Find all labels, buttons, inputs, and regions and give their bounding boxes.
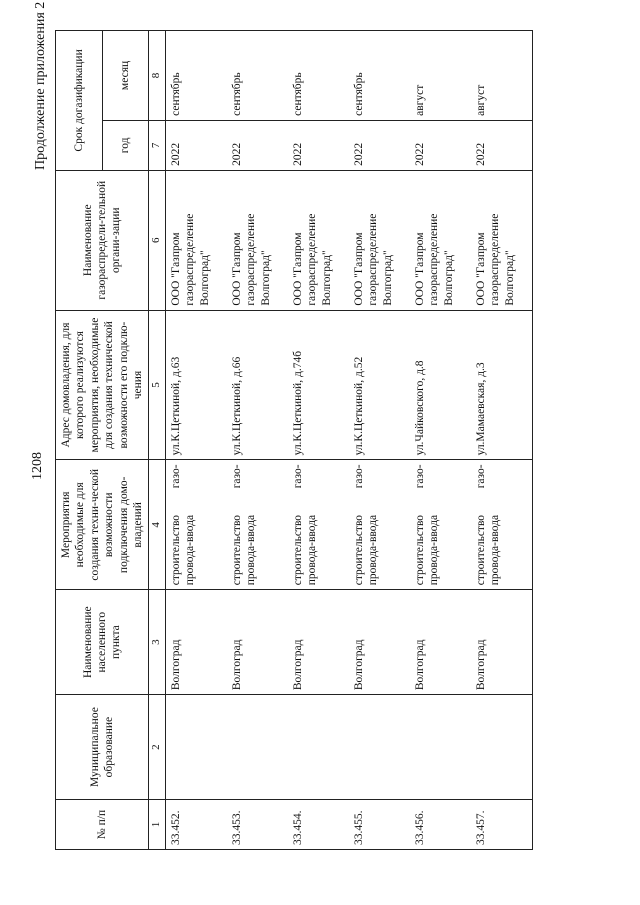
header-municipality: Муниципальное образование bbox=[56, 695, 149, 800]
page-number: 1208 bbox=[30, 452, 45, 480]
row-number: 33.455. bbox=[349, 800, 410, 850]
settlement-cell: Волгоград bbox=[349, 590, 410, 695]
year-cell: 2022 bbox=[166, 120, 228, 170]
header-month: месяц bbox=[102, 31, 149, 121]
settlement-cell: Волгоград bbox=[471, 590, 533, 695]
table-row bbox=[410, 31, 471, 850]
month-cell: сентябрь bbox=[288, 31, 349, 121]
municipality-cell bbox=[166, 695, 228, 800]
measure-cell: строительство газо-провода-ввода bbox=[349, 460, 410, 590]
measure-cell: строительство газо-провода-ввода bbox=[471, 460, 533, 590]
row-number: 33.453. bbox=[227, 800, 288, 850]
table-row bbox=[471, 31, 533, 850]
column-number: 4 bbox=[149, 460, 166, 590]
header-deadline: Срок догазификации bbox=[56, 31, 103, 171]
year-cell: 2022 bbox=[471, 120, 533, 170]
municipality-cell bbox=[349, 695, 410, 800]
row-number: 33.452. bbox=[166, 800, 228, 850]
header-org: Наименование газораспредели-тельной органи-зации bbox=[56, 170, 149, 310]
measure-cell: строительство газо-провода-ввода bbox=[288, 460, 349, 590]
address-cell: ул.К.Цеткиной, д.74б bbox=[288, 310, 349, 460]
address-cell: ул.Чайковского, д.8 bbox=[410, 310, 471, 460]
settlement-cell: Волгоград bbox=[227, 590, 288, 695]
table-row bbox=[166, 31, 228, 850]
month-cell: август bbox=[410, 31, 471, 121]
row-number: 33.454. bbox=[288, 800, 349, 850]
header-address: Адрес домовладения, для которого реализуются мероприятия, необходимые для создания технической возможности его подклю-чения bbox=[56, 310, 149, 460]
municipality-cell bbox=[227, 695, 288, 800]
org-cell: ООО "Газпром газораспределение Волгоград" bbox=[349, 170, 410, 310]
org-cell: ООО "Газпром газораспределение Волгоград" bbox=[227, 170, 288, 310]
address-cell: ул.К.Цеткиной, д.66 bbox=[227, 310, 288, 460]
header-settlement: Наименование населенного пункта bbox=[56, 590, 149, 695]
column-number: 7 bbox=[149, 120, 166, 170]
measure-cell: строительство газо-провода-ввода bbox=[410, 460, 471, 590]
table-row bbox=[288, 31, 349, 850]
header-num: № п/п bbox=[56, 800, 149, 850]
municipality-cell bbox=[471, 695, 533, 800]
settlement-cell: Волгоград bbox=[166, 590, 228, 695]
org-cell: ООО "Газпром газораспределение Волгоград" bbox=[288, 170, 349, 310]
appendix-table bbox=[55, 30, 533, 850]
month-cell: сентябрь bbox=[166, 31, 228, 121]
header-measures: Мероприятия необходимые для создания техни-ческой возможности подключения домо-владений bbox=[56, 460, 149, 590]
org-cell: ООО "Газпром газораспределение Волгоград" bbox=[410, 170, 471, 310]
measure-cell: строительство газо-провода-ввода bbox=[227, 460, 288, 590]
column-number: 3 bbox=[149, 590, 166, 695]
column-number: 5 bbox=[149, 310, 166, 460]
month-cell: август bbox=[471, 31, 533, 121]
year-cell: 2022 bbox=[349, 120, 410, 170]
table-row bbox=[227, 31, 288, 850]
header-year: год bbox=[102, 120, 149, 170]
row-number: 33.457. bbox=[471, 800, 533, 850]
year-cell: 2022 bbox=[227, 120, 288, 170]
column-number: 6 bbox=[149, 170, 166, 310]
continuation-note: Продолжение приложения 2 bbox=[33, 1, 48, 170]
address-cell: ул.Мамаевская, д.3 bbox=[471, 310, 533, 460]
settlement-cell: Волгоград bbox=[288, 590, 349, 695]
column-number: 1 bbox=[149, 800, 166, 850]
table-row bbox=[349, 31, 410, 850]
settlement-cell: Волгоград bbox=[410, 590, 471, 695]
address-cell: ул.К.Цеткиной, д.52 bbox=[349, 310, 410, 460]
municipality-cell bbox=[410, 695, 471, 800]
row-number: 33.456. bbox=[410, 800, 471, 850]
org-cell: ООО "Газпром газораспределение Волгоград" bbox=[166, 170, 228, 310]
month-cell: сентябрь bbox=[349, 31, 410, 121]
address-cell: ул.К.Цеткиной, д.63 bbox=[166, 310, 228, 460]
org-cell: ООО "Газпром газораспределение Волгоград" bbox=[471, 170, 533, 310]
year-cell: 2022 bbox=[288, 120, 349, 170]
month-cell: сентябрь bbox=[227, 31, 288, 121]
measure-cell: строительство газо-провода-ввода bbox=[166, 460, 228, 590]
year-cell: 2022 bbox=[410, 120, 471, 170]
column-number: 8 bbox=[149, 31, 166, 121]
municipality-cell bbox=[288, 695, 349, 800]
column-number: 2 bbox=[149, 695, 166, 800]
